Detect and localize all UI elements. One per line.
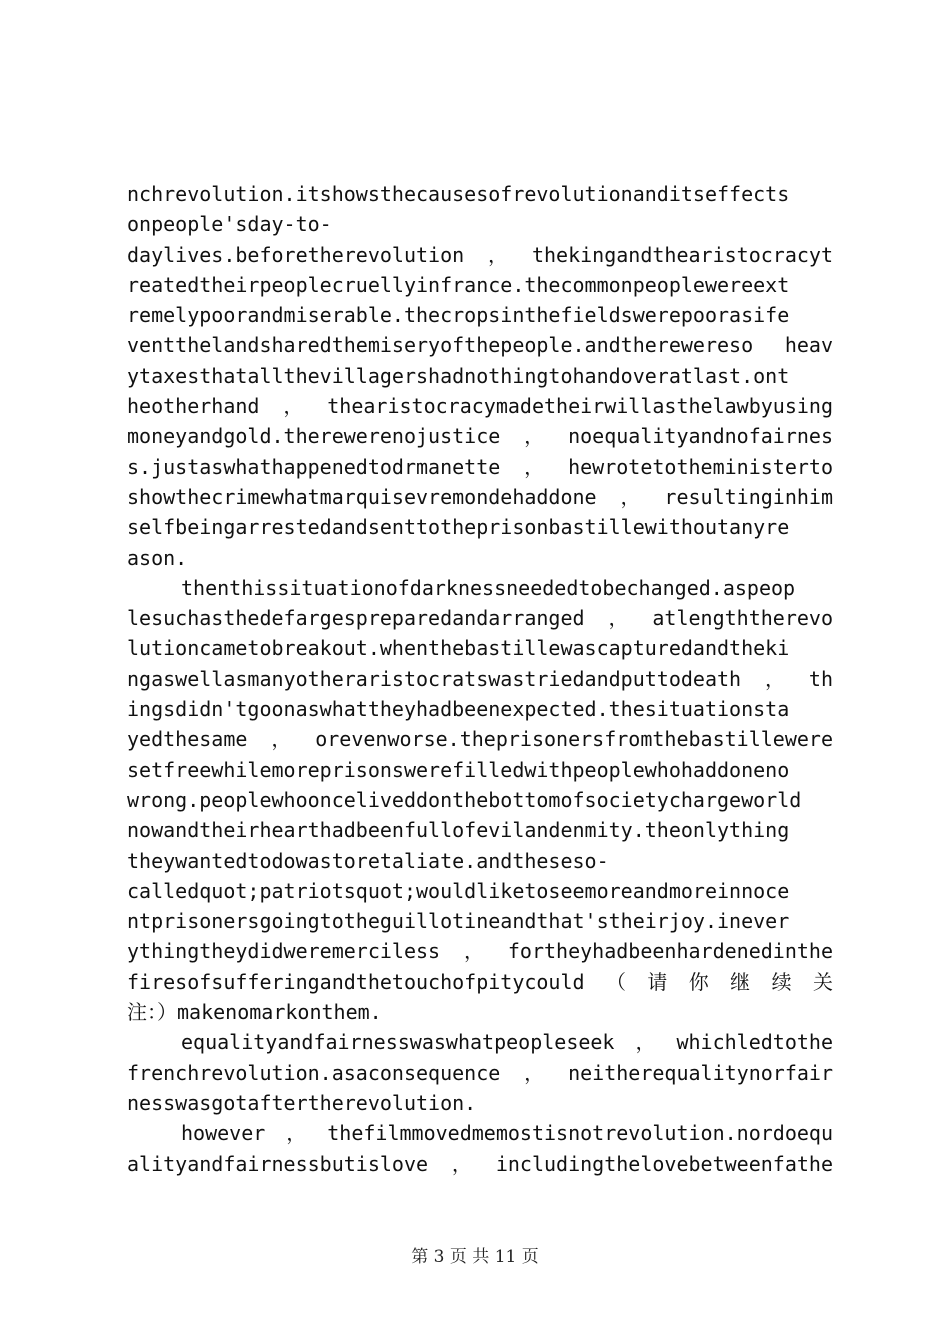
text-line: wrong.peoplewhoonceliveddonthebottomofsocietychargeworld xyxy=(127,787,802,812)
text-line: nowandtheirhearthadbeenfullofevilandenmity.theonlything xyxy=(127,818,790,843)
text-line: onpeople'sday-to- xyxy=(127,212,332,237)
text-line: frenchrevolution.asaconsequence，neitherequalitynorfair xyxy=(127,1060,833,1085)
text-line: nchrevolution.itshowsthecausesofrevolutionanditseffects xyxy=(127,182,790,206)
text-line: ngaswellasmanyotheraristocratswastriedandputtodeath，th xyxy=(127,666,833,691)
text-line: setfreewhilemoreprisonswerefilledwithpeoplewhohaddoneno xyxy=(127,757,790,782)
text-line: yedthesame，orevenworse.theprisonersfromthebastillewere xyxy=(127,727,833,752)
text-line: heotherhand，thearistocracymadetheirwillasthelawbyusing xyxy=(127,394,833,419)
text-line: equalityandfairnesswaswhatpeopleseek，whichledtothe xyxy=(181,1030,833,1055)
text-line: ytaxesthatallthevillagershadnothingtohandoveratlast.ont xyxy=(127,363,790,388)
text-line: ythingtheydidweremerciless，fortheyhadbeenhardenedinthe xyxy=(127,939,833,964)
text-line: selfbeingarrestedandsenttotheprisonbastillewithoutanyre xyxy=(127,515,790,540)
text-line: s.justaswhathappenedtodrmanette，hewrotetotheministerto xyxy=(127,454,833,479)
text-line: nesswasgotaftertherevolution. xyxy=(127,1090,477,1115)
text-line: ason. xyxy=(127,545,188,570)
text-line: moneyandgold.therewerenojustice，noequalityandnofairnes xyxy=(127,424,833,449)
text-line: showthecrimewhatmarquisevremondehaddone，resultinginhim xyxy=(127,484,833,509)
document-body xyxy=(127,179,833,1179)
text-line: ingsdidn'tgoonaswhattheyhadbeenexpected.thesituationsta xyxy=(127,697,790,722)
text-line: thenthissituationofdarknessneededtobechanged.aspeop xyxy=(181,575,796,600)
text-line: lutioncametobreakout.whenthebastillewascapturedandtheki xyxy=(127,636,790,661)
text-line: however，thefilmmovedmemostisnotrevolution.nordoequ xyxy=(181,1121,833,1146)
text-line: ventthelandsharedthemiseryofthepeople.andtherewereso heav xyxy=(127,333,833,358)
text-line: theywantedtodowastoretaliate.andtheseso- xyxy=(127,848,609,873)
text-line: remelypoorandmiserable.thecropsinthefieldswerepoorasife xyxy=(127,303,790,328)
text-line: daylives.beforetherevolution，thekingandthearistocracyt xyxy=(127,242,833,267)
text-line: ntprisonersgoingtotheguillotineandthat'stheirjoy.inever xyxy=(127,909,790,934)
text-line: firesofsufferingandthetouchofpitycould（请你继续关 xyxy=(127,969,833,994)
text-line: reatedtheirpeoplecruellyinfrance.thecommonpeoplewereext xyxy=(127,272,790,297)
text-line: alityandfairnessbutislove，includingthelovebetweenfathe xyxy=(127,1151,833,1176)
text-line: calledquot;patriotsquot;wouldliketoseemoreandmoreinnoce xyxy=(127,878,790,903)
page-number-footer: 第 3 页 共 11 页 xyxy=(411,1247,539,1267)
text-line: 注：）makenomarkonthem. xyxy=(127,1000,382,1025)
text-line: lesuchasthedefargespreparedandarranged，atlengththerevo xyxy=(127,606,833,631)
